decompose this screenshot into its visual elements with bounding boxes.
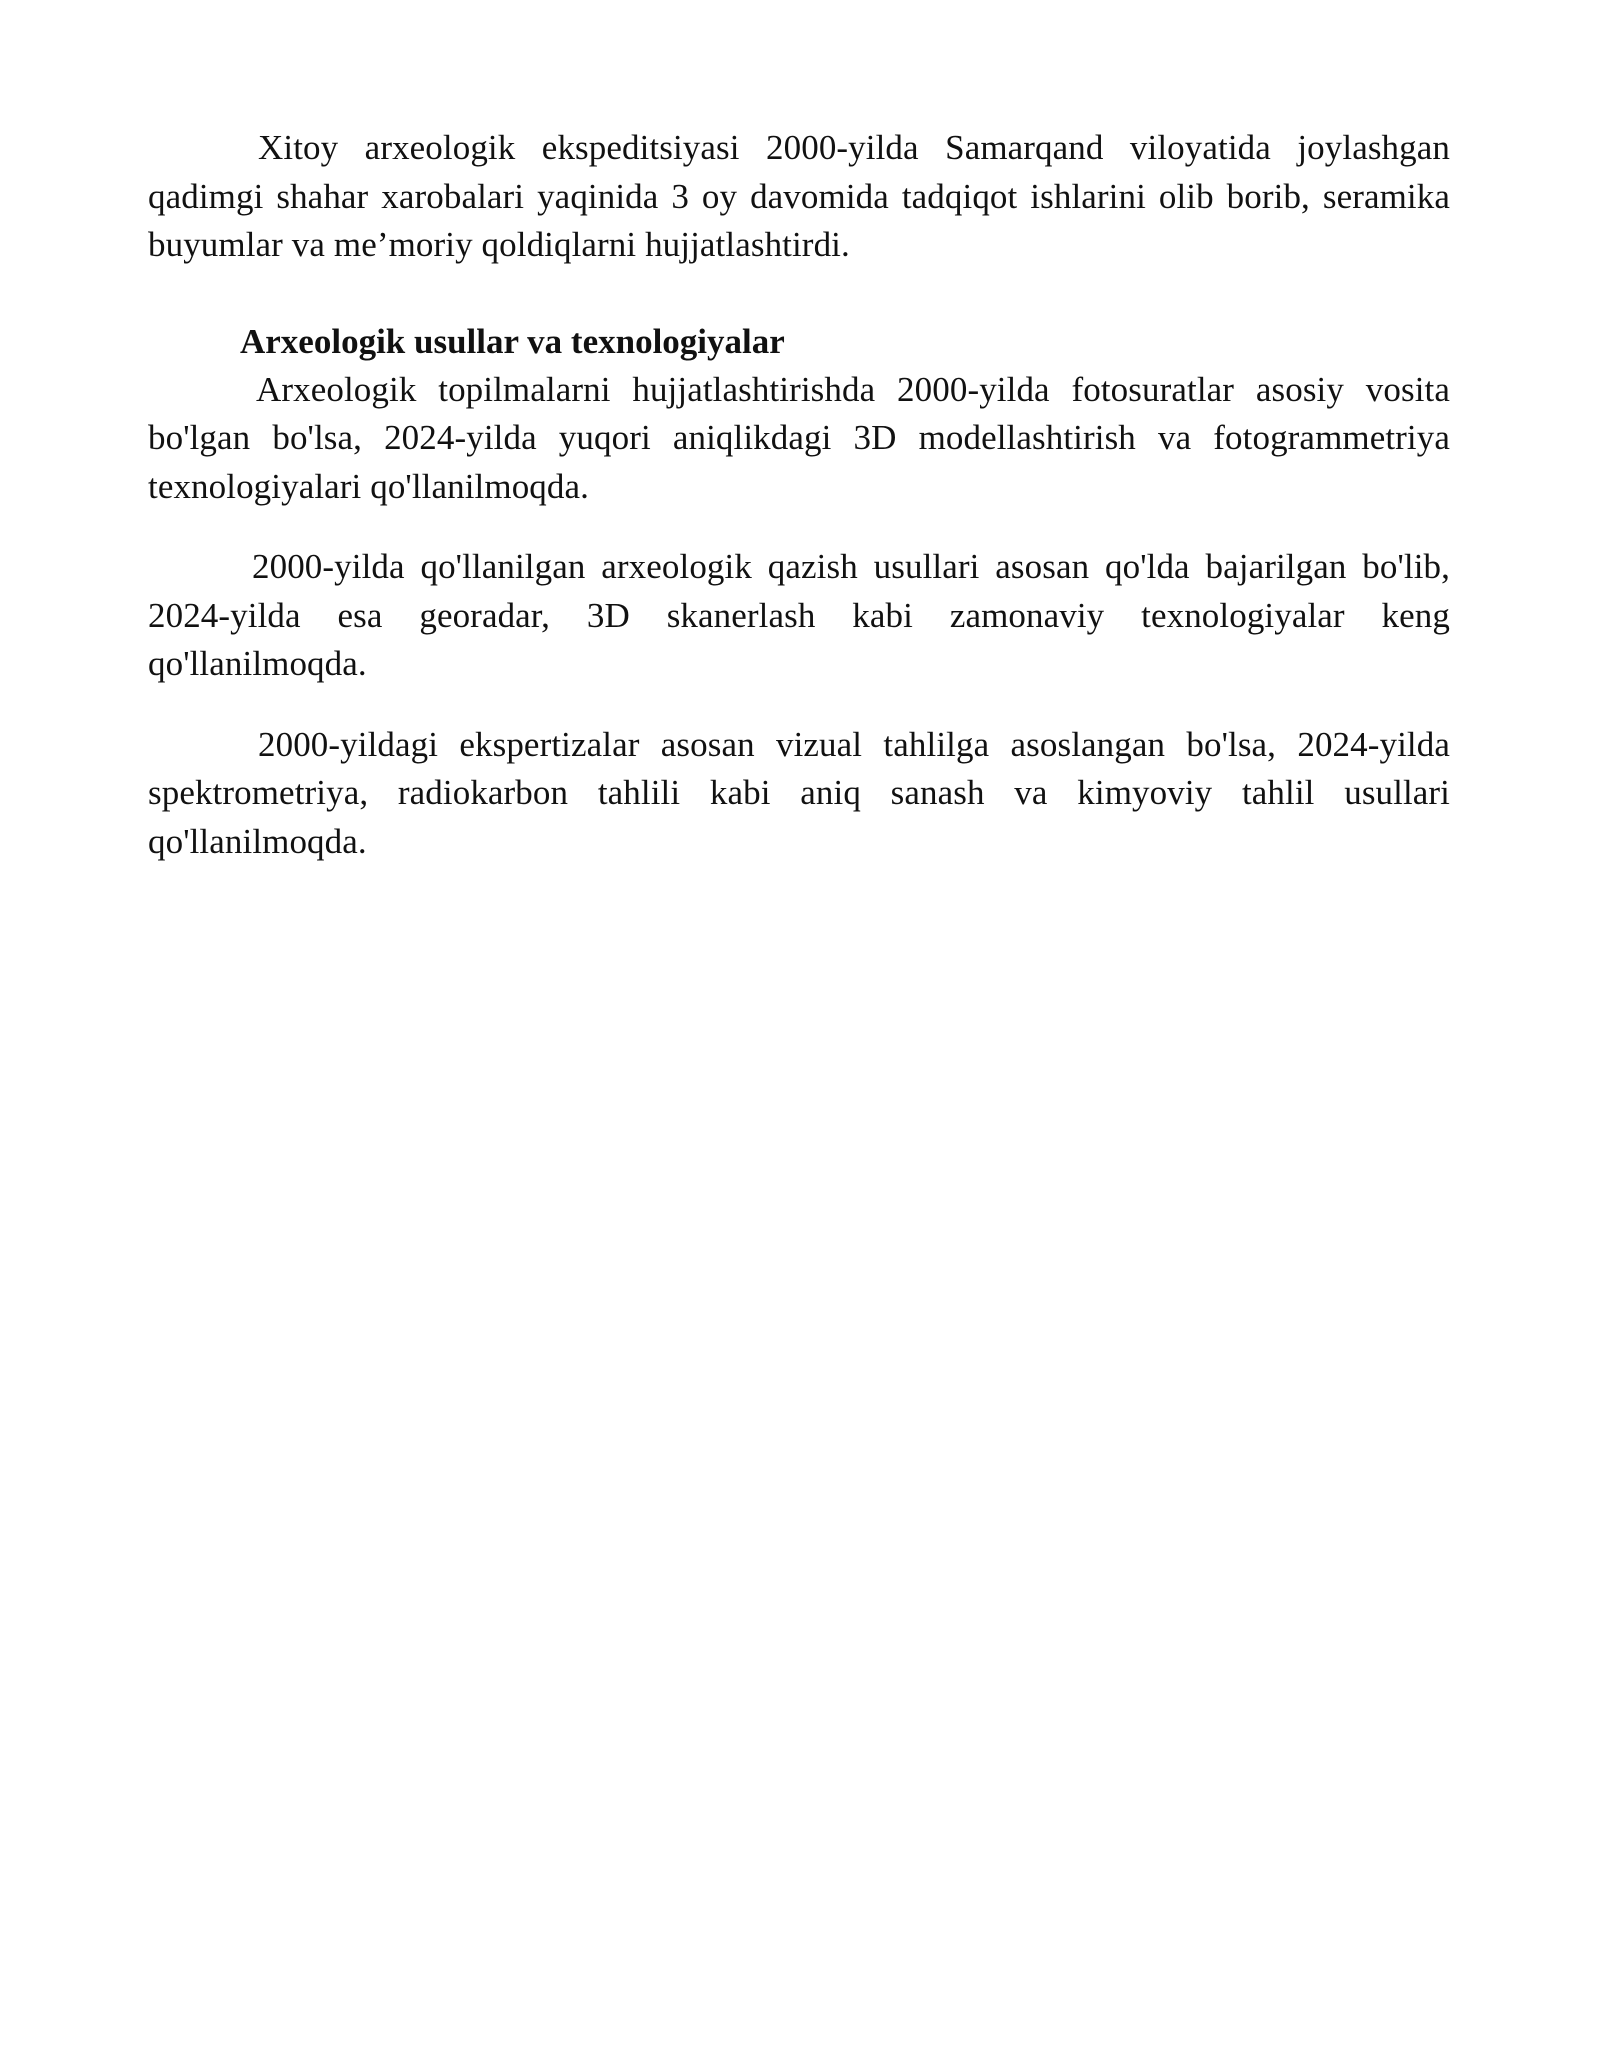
- section-heading: Arxeologik usullar va texnologiyalar: [240, 321, 785, 361]
- paragraph-excavation: 2000-yilda qo'llanilgan arxeologik qazish usullari asosan qo'lda bajarilgan bo'lib, 2024-yilda esa georadar, 3D skanerlash kabi zamonaviy texnologiyalar keng qo'llanilmoqda.: [148, 547, 1450, 683]
- document-page: [148, 124, 1450, 866]
- paragraph-documentation: Arxeologik topilmalarni hujjatlashtirishda 2000-yilda fotosuratlar asosiy vosita bo'lgan bo'lsa, 2024-yilda yuqori aniqlikdagi 3D modellashtirish va fotogrammetriya texnologiyalari qo'llanilmoqda.: [148, 369, 1450, 506]
- paragraph-expertise: 2000-yildagi ekspertizalar asosan vizual tahlilga asoslangan bo'lsa, 2024-yilda spektrometriya, radiokarbon tahlili kabi aniq sanash va kimyoviy tahlil usullari qo'llanilmoqda.: [148, 724, 1450, 861]
- paragraph-expedition: Xitoy arxeologik ekspeditsiyasi 2000-yilda Samarqand viloyatida joylashgan qadimgi shahar xarobalari yaqinida 3 oy davomida tadqiqot ishlarini olib borib, seramika buyumlar va me’moriy qoldiqlarni hujjatlashtirdi.: [148, 128, 1450, 264]
